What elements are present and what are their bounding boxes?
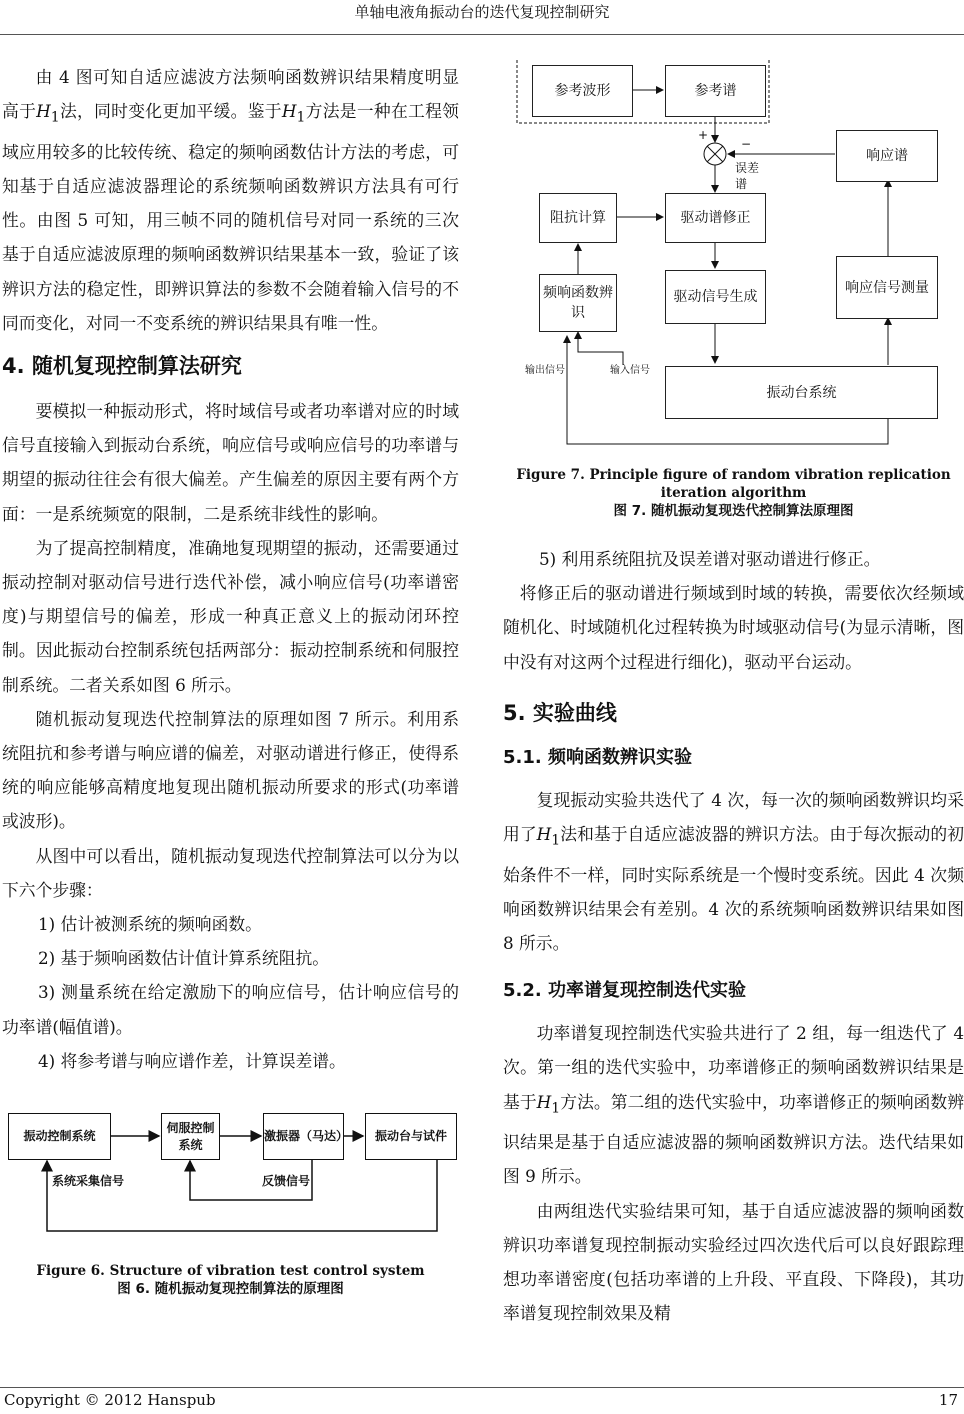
box-table-and-specimen: 振动台与试件	[365, 1113, 457, 1160]
figure-6-caption-zh: 图 6. 随机振动复现控制算法的原理图	[117, 1281, 344, 1298]
label-input-signal: 输入信号	[610, 365, 650, 376]
paragraph-control-accuracy: 为了提高控制精度，准确地复现期望的振动，还需要通过振动控制对驱动信号进行迭代补偿，减小响应信号(功率谱密度)与期望信号的偏差，形成一种真正意义上的振动闭环控制。因此振动台控制系统包括两部分：振动控制系统和伺服控制系统。二者关系如图 6 所示。	[2, 537, 459, 695]
step-1: 1) 估计被测系统的频响函数。	[38, 914, 262, 935]
step-5: 5) 利用系统阻抗及误差谱对驱动谱进行修正。	[539, 549, 881, 569]
label-feedback-signal: 反馈信号	[262, 1174, 311, 1189]
copyright-notice: Copyright © 2012 Hanspub	[4, 1391, 216, 1409]
box-drive-spectrum-correction: 驱动谱修正	[665, 193, 766, 243]
box-drive-signal-generation: 驱动信号生成	[665, 270, 766, 324]
box-frf-identification: 频响函数辨识	[539, 274, 617, 332]
figure-7-caption-en: Figure 7. Principle figure of random vibration replication iteration algorithm	[516, 467, 951, 501]
box-reference-spectrum: 参考谱	[665, 65, 766, 117]
section-5-1-heading: 5.1. 频响函数辨识实验	[503, 746, 692, 768]
box-impedance-calc: 阻抗计算	[539, 193, 617, 243]
label-output-signal: 输出信号	[525, 365, 565, 376]
box-response-spectrum: 响应谱	[836, 130, 938, 182]
page-number: 17	[938, 1391, 958, 1409]
label-minus: −	[741, 137, 752, 151]
label-plus: +	[698, 128, 709, 142]
section-4-heading: 4. 随机复现控制算法研究	[2, 353, 242, 378]
paragraph-six-steps: 从图中可以看出，随机振动复现迭代控制算法可以分为以下六个步骤：	[2, 845, 459, 900]
step-4: 4) 将参考谱与响应谱作差，计算误差谱。	[38, 1050, 346, 1071]
label-error-spectrum: 误差谱	[735, 161, 760, 191]
figure-6-diagram	[2, 1106, 459, 1246]
section-5-2-heading: 5.2. 功率谱复现控制迭代实验	[503, 980, 746, 1002]
running-header-title: 单轴电液角振动台的迭代复现控制研究	[354, 3, 610, 21]
paragraph-frf-experiment: 复现振动实验共迭代了 4 次，每一次的频响函数辨识均采用了$H_1$法和基于自适应滤波器的辨识方法。由于每次振动的初始条件不一样，同时实际系统是一个慢时变系统。因此 4 次频响函数辨识结果会有差别。4 次的系统频响函数辨识结果如图 8 所示。	[503, 789, 964, 953]
running-header	[0, 0, 964, 35]
left-column	[2, 60, 459, 1298]
paragraph-psd-results: 由两组迭代实验结果可知，基于自适应滤波器的频响函数辨识功率谱复现控制振动实验经过四次迭代后可以良好跟踪理想功率谱密度(包括功率谱的上升段、平直段、下降段)，其功率谱复现控制效果及精	[503, 1200, 964, 1324]
page-footer	[0, 1387, 964, 1414]
box-servo-control-system: 伺服控制系统	[161, 1113, 220, 1160]
paragraph-drive-conversion: 将修正后的驱动谱进行频域到时域的转换，需要依次经频域随机化、时域随机化过程转换为时域驱动信号(为显示清晰，图中没有对这两个过程进行细化)，驱动平台运动。	[503, 583, 964, 672]
paragraph-fig7-principle: 随机振动复现迭代控制算法的原理如图 7 所示。利用系统阻抗和参考谱与响应谱的偏差，对驱动谱进行修正，使得系统的响应能够高精度地复现出随机振动所要求的形式(功率谱或波形)。	[2, 708, 459, 832]
figure-7-diagram	[503, 60, 964, 460]
box-exciter-motor: 激振器（马达）	[263, 1113, 344, 1160]
box-reference-waveform: 参考波形	[532, 65, 633, 117]
label-acquired-signal: 系统采集信号	[52, 1174, 125, 1189]
figure-7-caption-zh: 图 7. 随机振动复现迭代控制算法原理图	[613, 503, 854, 519]
section-5-heading: 5. 实验曲线	[503, 700, 617, 725]
paragraph-psd-experiment: 功率谱复现控制迭代实验共进行了 2 组，每一组迭代了 4 次。第一组的迭代实验中，功率谱修正的频响函数辨识结果是基于$H_1$方法。第二组的迭代实验中，功率谱修正的频响函数辨识结果是基于自适应滤波器的频响函数辨识方法。迭代结果如图 9 所示。	[503, 1023, 964, 1187]
box-vibration-control-system: 振动控制系统	[8, 1113, 111, 1160]
figure-6-caption-en: Figure 6. Structure of vibration test control system	[36, 1263, 425, 1280]
paragraph-deviation: 要模拟一种振动形式，将时域信号或者功率谱对应的时域信号直接输入到振动台系统，响应信号或响应信号的功率谱与期望的振动往往会有很大偏差。产生偏差的原因主要有两个方面：一是系统频宽的限制，二是系统非线性的影响。	[2, 400, 459, 524]
step-2: 2) 基于频响函数估计值计算系统阻抗。	[38, 948, 330, 969]
right-column	[503, 60, 964, 1330]
paragraph-fig4-discussion: 由 4 图可知自适应滤波方法频响函数辨识结果精度明显高于$H_1$法，同时变化更加平缓。鉴于$H_1$方法是一种在工程领域应用较多的比较传统、稳定的频响函数估计方法的考虑，可知基于自适应滤波器理论的系统频响函数辨识方法具有可行性。由图 5 可知，用三帧不同的随机信号对同一系统的三次基于自适应滤波原理的频响函数辨识结果基本一致，验证了该辨识方法的稳定性，即辨识算法的参数不会随着输入信号的不同而变化，对同一不变系统的辨识结果具有唯一性。	[2, 67, 459, 333]
step-3: 3) 测量系统在给定激励下的响应信号，估计响应信号的功率谱(幅值谱)。	[2, 982, 459, 1037]
box-response-signal-measurement: 响应信号测量	[836, 256, 938, 319]
box-vibration-table-system: 振动台系统	[665, 366, 938, 419]
